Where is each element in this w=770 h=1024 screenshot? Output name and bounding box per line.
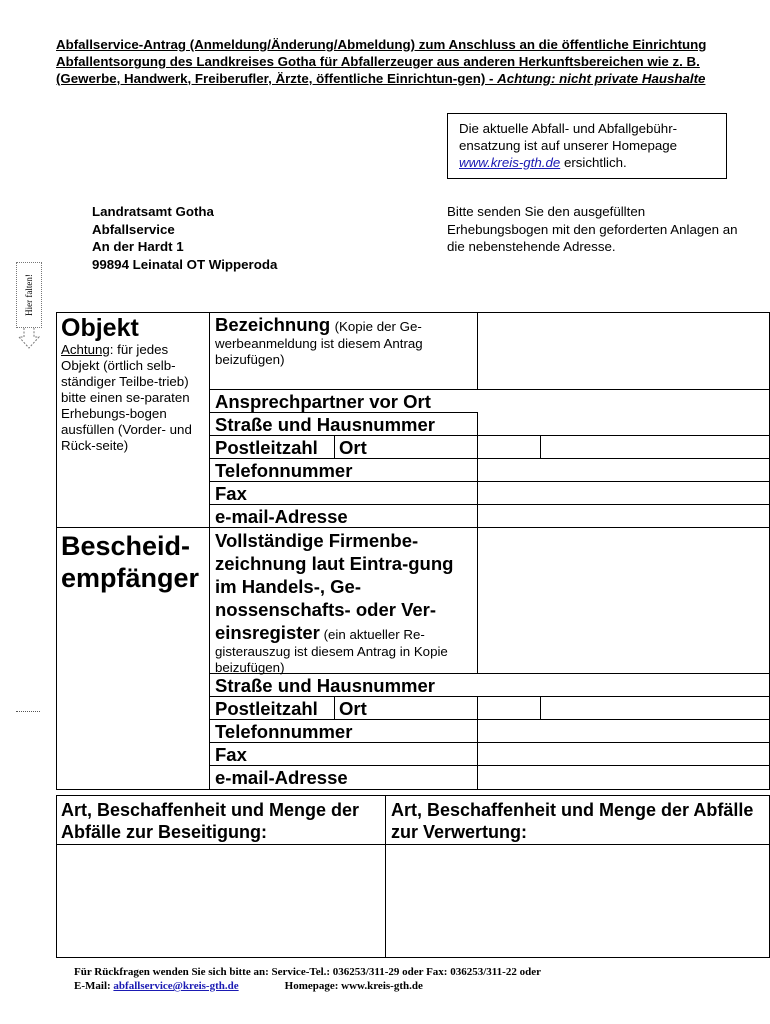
objekt-fax-label: Fax	[215, 483, 247, 504]
bescheid-plz-label: Postleitzahl	[215, 698, 318, 719]
form-grid	[56, 312, 770, 790]
objekt-heading: Objekt	[61, 314, 139, 342]
objekt-strasse-label: Straße und Hausnummer	[215, 414, 435, 435]
fold-line	[16, 711, 40, 712]
notice-box	[447, 113, 727, 179]
bezeichnung-input[interactable]	[478, 313, 768, 388]
objekt-note-text: : für jedes Objekt (örtlich selb-ständiger Teilbe-trieb) bitte einen se-paraten Erhebungs-bogen ausfüllen (Vorder- und Rück-seite)	[61, 342, 192, 453]
ansprechpartner-label: Ansprechpartner vor Ort	[215, 391, 431, 412]
bezeichnung-note-rest: werbeanmeldung ist diesem Antrag beizufügen)	[215, 336, 423, 367]
bescheid-strasse-label: Straße und Hausnummer	[215, 675, 435, 696]
fold-mark	[16, 262, 42, 328]
bezeichnung-note: (Kopie der Ge-	[334, 319, 422, 334]
footer	[56, 965, 756, 993]
firma-note-rest: gisterauszug ist diesem Antrag in Kopie beizufügen)	[215, 644, 448, 675]
objekt-plz-label: Postleitzahl	[215, 437, 318, 458]
recipient-address	[92, 203, 277, 273]
footer-contact: Für Rückfragen wenden Sie sich bitte an: Service-Tel.: 036253/311-29 oder Fax: 036253/311-22 oder	[74, 966, 541, 978]
objekt-ort-input[interactable]	[541, 436, 768, 457]
objekt-telefon-label: Telefonnummer	[215, 460, 353, 481]
objekt-note	[61, 342, 206, 454]
fold-arrow-icon	[18, 328, 40, 350]
address-line: 99894 Leinatal OT Wipperoda	[92, 256, 278, 272]
form-title-warning: Achtung: nicht private Haushalte	[497, 71, 706, 86]
bescheid-plz-input[interactable]	[478, 697, 539, 718]
objekt-ort-label: Ort	[339, 437, 367, 458]
bescheid-email-label: e-mail-Adresse	[215, 767, 348, 788]
firma-input[interactable]	[478, 528, 768, 672]
footer-email-line	[56, 979, 756, 993]
bescheid-section	[61, 530, 206, 594]
objekt-plz-input[interactable]	[478, 436, 539, 457]
address-line: Abfallservice	[92, 221, 175, 237]
notice-text: Die aktuelle Abfall- und Abfallgebühr-ensatzung ist auf unserer Homepage	[459, 121, 678, 153]
bezeichnung-title: Bezeichnung	[215, 314, 331, 335]
fold-mark-text: Hier falten!	[24, 274, 34, 316]
send-instructions: Bitte senden Sie den ausgefüllten Erhebungsbogen mit den geforderten Anlagen an die nebenstehende Adresse.	[447, 204, 738, 254]
footer-email-link[interactable]: abfallservice@kreis-gth.de	[113, 980, 239, 992]
form-title	[56, 36, 746, 87]
bezeichnung-label	[215, 314, 477, 368]
objekt-telefon-input[interactable]	[478, 459, 768, 480]
bescheid-heading-line1: Bescheid-	[61, 531, 191, 561]
address-line: An der Hardt 1	[92, 239, 184, 254]
homepage-link[interactable]: www.kreis-gth.de	[459, 155, 561, 170]
bescheid-ort-label: Ort	[339, 698, 367, 719]
recovery-input[interactable]	[386, 845, 768, 956]
bescheid-telefon-input[interactable]	[478, 720, 768, 741]
objekt-fax-input[interactable]	[478, 482, 768, 503]
footer-email-label: E-Mail:	[74, 980, 114, 992]
bescheid-telefon-label: Telefonnummer	[215, 721, 353, 742]
bescheid-heading-line2: empfänger	[61, 563, 200, 593]
form-title-text: Abfallservice-Antrag (Anmeldung/Änderung/Abmeldung) zum Anschluss an die öffentliche Einrichtung Abfallentsorgung des Landkreises Gotha für Abfallerzeuger aus anderen Herkunftsbereichen wie z. B. (Gewerbe, Handwerk, Freiberufler, Ärzte, öffentliche Einrichtun-gen) -	[56, 37, 707, 86]
disposal-heading: Art, Beschaffenheit und Menge der Abfälle zur Beseitigung:	[61, 800, 360, 842]
disposal-input[interactable]	[57, 845, 384, 956]
bescheid-fax-label: Fax	[215, 744, 247, 765]
footer-homepage: Homepage: www.kreis-gth.de	[284, 980, 423, 992]
bescheid-fax-input[interactable]	[478, 743, 768, 764]
address-line: Landratsamt Gotha	[92, 204, 214, 219]
ansprechpartner-input[interactable]	[478, 390, 768, 434]
firma-title: Vollständige Firmenbe-zeichnung laut Eintra-gung im Handels-, Ge-nossenschafts- oder Ver-einsregister	[215, 530, 454, 643]
bescheid-email-input[interactable]	[478, 766, 768, 788]
waste-table	[56, 795, 770, 958]
objekt-email-label: e-mail-Adresse	[215, 506, 348, 527]
objekt-note-label: Achtung	[61, 342, 110, 357]
firma-note: (ein aktueller Re-	[319, 627, 425, 642]
notice-text-end: ersichtlich.	[560, 155, 627, 170]
bescheid-ort-input[interactable]	[541, 697, 768, 718]
firma-label	[215, 529, 475, 676]
objekt-email-input[interactable]	[478, 505, 768, 526]
objekt-section	[61, 314, 206, 454]
recovery-heading: Art, Beschaffenheit und Menge der Abfälle zur Verwertung:	[391, 800, 754, 842]
